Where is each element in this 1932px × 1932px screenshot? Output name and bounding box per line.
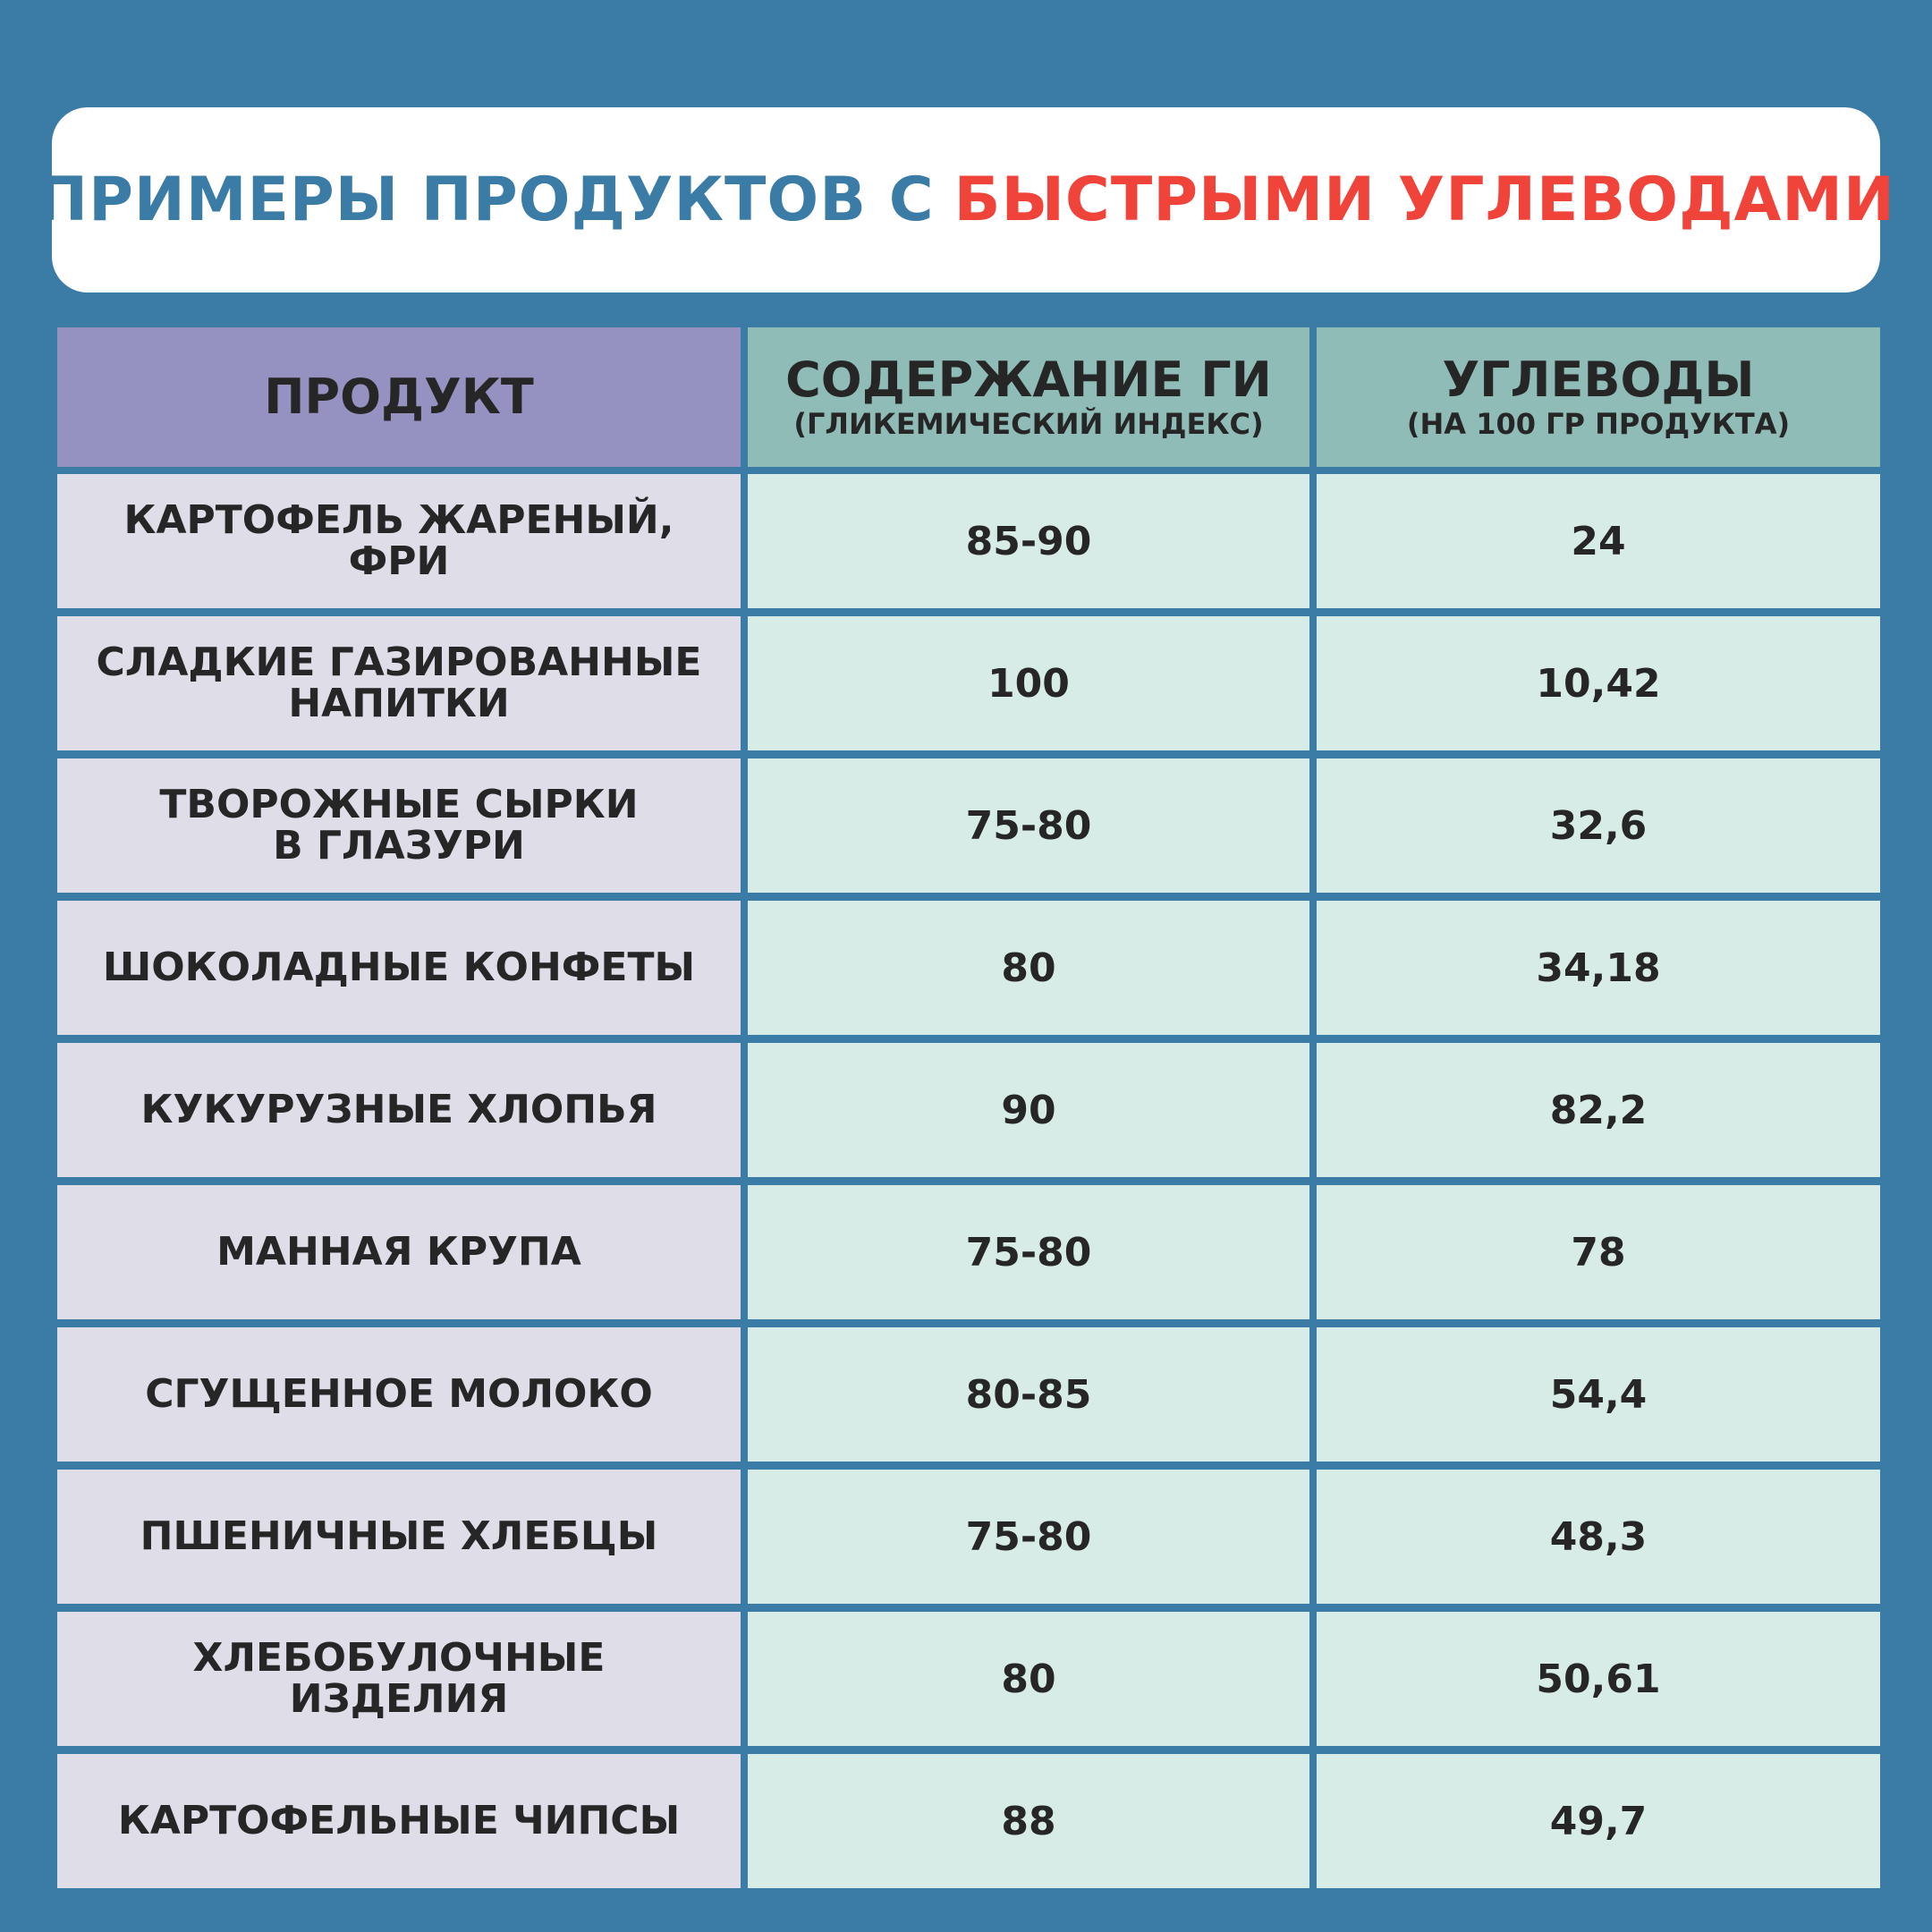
row-2-product-line-1: СЛАДКИЕ ГАЗИРОВАННЫЕ	[96, 640, 702, 685]
header-gi-label: СОДЕРЖАНИЕ ГИ	[785, 352, 1272, 408]
header-carbs-label: УГЛЕВОДЫ	[1442, 352, 1755, 408]
row-10-gi: 88	[748, 1754, 1309, 1888]
row-2-product-line-2: НАПИТКИ	[288, 681, 510, 726]
row-10-product-line-1: КАРТОФЕЛЬНЫЕ ЧИПСЫ	[117, 1798, 681, 1843]
row-1-product	[57, 474, 741, 608]
row-3-gi: 75-80	[748, 758, 1309, 893]
row-8-gi: 75-80	[748, 1470, 1309, 1604]
row-5-gi: 90	[748, 1043, 1309, 1177]
title-card	[37, 107, 1895, 292]
row-3-carbs: 32,6	[1317, 758, 1880, 893]
row-1-carbs: 24	[1317, 474, 1880, 608]
row-4-product-line-1: ШОКОЛАДНЫЕ КОНФЕТЫ	[102, 945, 696, 990]
row-9-gi: 80	[748, 1612, 1309, 1746]
header-product	[57, 327, 741, 467]
header-carbs-sublabel: (НА 100 ГР ПРОДУКТА)	[1406, 407, 1791, 441]
row-7-carbs: 54,4	[1317, 1327, 1880, 1462]
row-8-product-line-1: ПШЕНИЧНЫЕ ХЛЕБЦЫ	[140, 1513, 658, 1559]
header-carbs	[1317, 327, 1880, 467]
row-6-product	[57, 1185, 741, 1319]
row-5-carbs: 82,2	[1317, 1043, 1880, 1177]
row-3-product-line-1: ТВОРОЖНЫЕ СЫРКИ	[159, 782, 639, 827]
row-2-carbs: 10,42	[1317, 616, 1880, 750]
row-4-carbs: 34,18	[1317, 901, 1880, 1035]
row-5-product	[57, 1043, 741, 1177]
row-8-carbs: 48,3	[1317, 1470, 1880, 1604]
row-9-carbs: 50,61	[1317, 1612, 1880, 1746]
row-6-carbs: 78	[1317, 1185, 1880, 1319]
row-6-product-line-1: МАННАЯ КРУПА	[216, 1229, 581, 1275]
row-7-gi: 80-85	[748, 1327, 1309, 1462]
row-1-product-line-1: КАРТОФЕЛЬ ЖАРЕНЫЙ, ФРИ	[123, 497, 674, 584]
row-10-product	[57, 1754, 741, 1888]
row-3-product	[57, 758, 741, 893]
header-product-label: ПРОДУКТ	[264, 369, 534, 425]
row-3-product-line-2: В ГЛАЗУРИ	[273, 823, 525, 869]
row-7-product	[57, 1327, 741, 1462]
row-9-product	[57, 1612, 741, 1746]
row-4-product	[57, 901, 741, 1035]
row-2-product	[57, 616, 741, 750]
row-7-product-line-1: СГУЩЕННОЕ МОЛОКО	[145, 1371, 653, 1417]
row-9-product-line-1: ХЛЕБОБУЛОЧНЫЕ ИЗДЕЛИЯ	[192, 1635, 606, 1722]
title-part-1: ПРИМЕРЫ ПРОДУКТОВ С	[37, 165, 935, 235]
row-5-product-line-1: КУКУРУЗНЫЕ ХЛОПЬЯ	[140, 1087, 657, 1132]
row-4-gi: 80	[748, 901, 1309, 1035]
header-gi	[748, 327, 1309, 467]
row-2-gi: 100	[748, 616, 1309, 750]
row-8-product	[57, 1470, 741, 1604]
header-gi-sublabel: (ГЛИКЕМИЧЕСКИЙ ИНДЕКС)	[793, 407, 1264, 441]
row-1-gi: 85-90	[748, 474, 1309, 608]
row-6-gi: 75-80	[748, 1185, 1309, 1319]
title-part-2: БЫСТРЫМИ УГЛЕВОДАМИ	[953, 165, 1895, 235]
row-10-carbs: 49,7	[1317, 1754, 1880, 1888]
